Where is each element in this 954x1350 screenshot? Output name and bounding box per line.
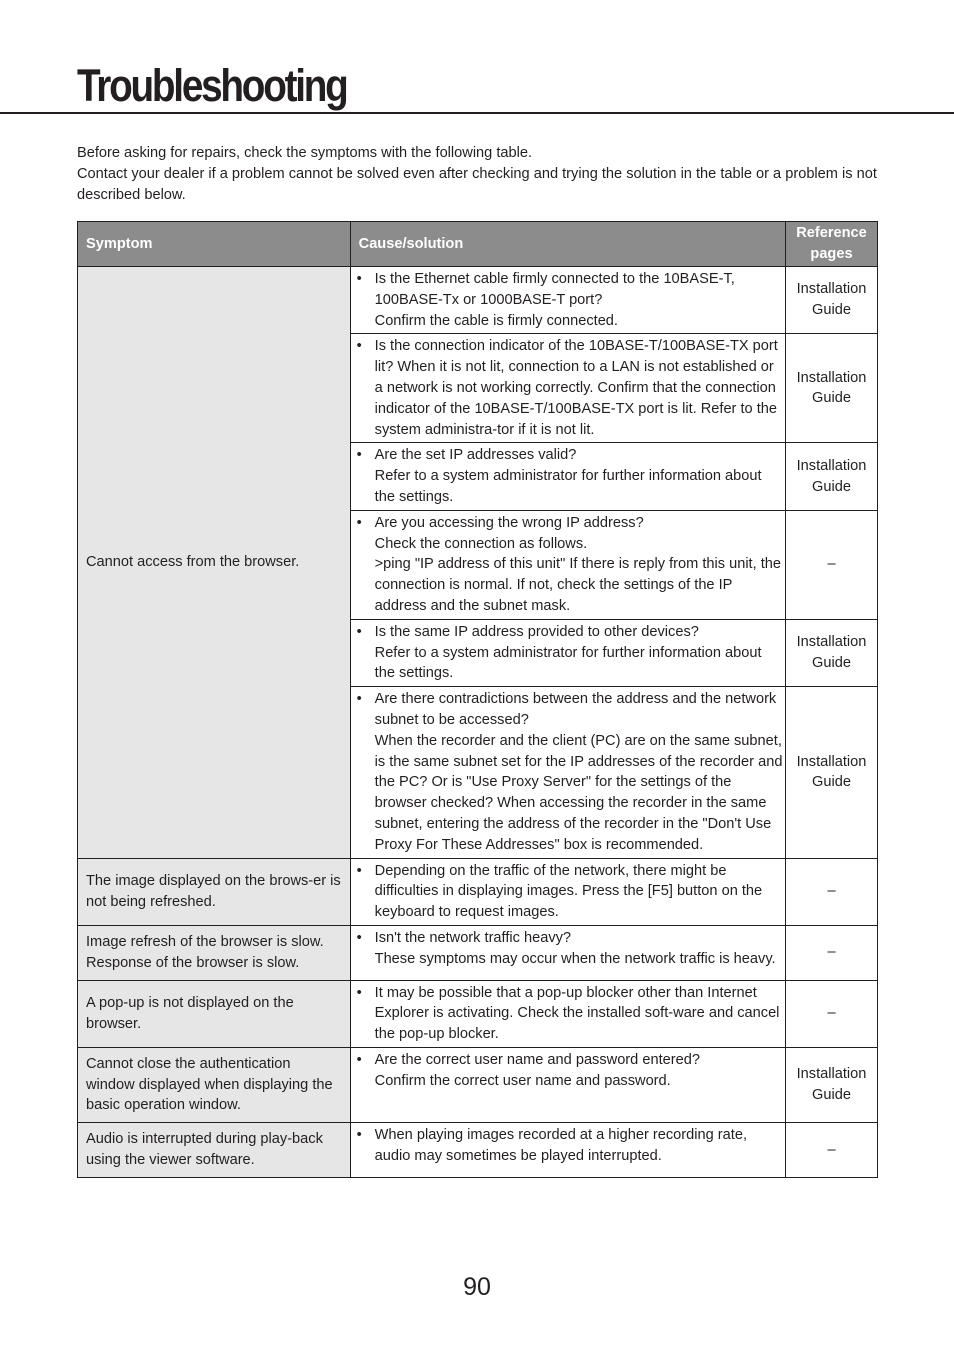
title-underline	[0, 112, 954, 114]
cause-solution-cell	[350, 925, 785, 980]
cause-line: Is the connection indicator of the 10BASE-T/100BASE-TX port lit? When it is not lit, connection to a LAN is not established or a network is not working correctly. Confirm that the connection indicator of the 10BASE-T/100BASE-TX port is lit. Refer to the system administra-tor if it is not lit.	[374, 338, 778, 438]
cause-line: Are the correct user name and password entered?	[374, 1051, 700, 1068]
bullet-icon: •	[356, 271, 362, 287]
reference-line: Installation	[796, 369, 867, 386]
cause-bullet-item	[357, 689, 783, 855]
intro-text	[77, 143, 877, 205]
table-row	[78, 267, 878, 334]
reference-line: Installation	[796, 1066, 867, 1083]
table-row	[78, 1047, 878, 1122]
cause-line: Confirm the cable is firmly connected.	[374, 312, 618, 329]
bullet-icon: •	[356, 691, 362, 708]
header-reference-line-2: pages	[810, 246, 853, 262]
cause-line: >ping "IP address of this unit" If there is reply from this unit, the connection is normal. If not, check the settings of the IP address and the subnet mask.	[374, 556, 782, 614]
cause-text	[375, 445, 783, 507]
bullet-icon: •	[356, 1127, 362, 1144]
reference-pages-cell	[786, 1047, 878, 1122]
reference-line: –	[827, 1141, 836, 1158]
page-number: 90	[463, 1273, 491, 1301]
bullet-icon: •	[356, 1051, 362, 1068]
cause-line: It may be possible that a pop-up blocker other than Internet Explorer is activating. Check the installed soft-ware and cancel the pop-up blocker.	[374, 984, 780, 1043]
reference-line: –	[827, 883, 836, 900]
reference-pages-cell	[786, 443, 878, 510]
cause-bullet-item	[357, 1050, 783, 1092]
reference-line: Guide	[812, 478, 851, 495]
reference-line: Guide	[812, 654, 851, 671]
reference-line: Guide	[812, 390, 851, 407]
cause-solution-cell	[350, 334, 785, 443]
header-reference-line-1: Reference	[796, 225, 867, 242]
cause-line: Are there contradictions between the address and the network subnet to be accessed?	[374, 691, 777, 728]
reference-line: –	[827, 1005, 836, 1022]
cause-line: When the recorder and the client (PC) are on the same subnet, is the same subnet set for the IP addresses of the recorder and the PC? Or is "Use Proxy Server" for the settings of the browser checked? When accessing the recorder in the same subnet, entering the address of the recorder in the "Don't Use Proxy For These Addresses" box is recommended.	[374, 732, 783, 853]
cause-bullet-item	[357, 336, 783, 440]
bullet-icon: •	[356, 984, 362, 1001]
cause-solution-cell	[350, 267, 785, 334]
bullet-icon: •	[356, 623, 362, 640]
table-row	[78, 858, 878, 925]
reference-pages-cell	[786, 510, 878, 619]
cause-solution-cell	[350, 443, 785, 510]
symptom-line: Response of the browser is slow.	[86, 954, 300, 971]
page-title: Troubleshooting	[77, 60, 347, 111]
table-body	[78, 267, 878, 1178]
cause-solution-cell	[350, 619, 785, 686]
cause-solution-cell	[350, 687, 785, 858]
header-cause-solution: Cause/solution	[350, 222, 785, 267]
reference-pages-cell	[786, 267, 878, 334]
cause-line: When playing images recorded at a higher recording rate, audio may sometimes be played interrupted.	[374, 1127, 748, 1165]
reference-pages-cell	[786, 687, 878, 858]
cause-bullet-item	[357, 513, 783, 617]
bullet-icon: •	[356, 514, 362, 531]
cause-line: Confirm the correct user name and password.	[374, 1072, 671, 1089]
cause-line: Refer to a system administrator for further information about the settings.	[374, 644, 762, 682]
cause-bullet-item	[357, 445, 783, 507]
cause-line: These symptoms may occur when the network traffic is heavy.	[374, 950, 776, 967]
cause-bullet-item	[357, 928, 783, 970]
cause-solution-cell	[350, 1047, 785, 1122]
cause-line: Is the same IP address provided to other devices?	[374, 623, 699, 640]
cause-text	[375, 1125, 783, 1167]
reference-line: Installation	[796, 753, 867, 770]
reference-pages-cell	[786, 925, 878, 980]
bullet-icon: •	[356, 862, 362, 879]
cause-solution-cell	[350, 1123, 785, 1178]
table-row	[78, 1123, 878, 1178]
reference-line: –	[827, 556, 836, 573]
reference-pages-cell	[786, 619, 878, 686]
cause-line: Depending on the traffic of the network, there might be difficulties in displaying images. Press the [F5] button on the keyboard to request images.	[374, 862, 763, 921]
cause-line: Isn't the network traffic heavy?	[374, 929, 572, 946]
cause-line: Are the set IP addresses valid?	[374, 447, 577, 464]
cause-text	[375, 983, 783, 1045]
cause-bullet-item	[357, 1125, 783, 1167]
cause-text	[375, 861, 783, 923]
reference-line: Installation	[796, 281, 867, 298]
symptom-cell: Cannot close the authentication window displayed when displaying the basic operation window.	[78, 1047, 351, 1122]
cause-bullet-item	[357, 622, 783, 684]
reference-pages-cell	[786, 980, 878, 1047]
bullet-icon: •	[356, 447, 362, 464]
symptom-cell: Cannot access from the browser.	[78, 267, 351, 859]
symptom-line: Image refresh of the browser is slow.	[86, 933, 324, 950]
cause-bullet-item	[357, 861, 783, 923]
table-row	[78, 980, 878, 1047]
header-symptom: Symptom	[78, 222, 351, 267]
reference-line: Installation	[796, 457, 867, 474]
cause-solution-cell	[350, 858, 785, 925]
reference-pages-cell	[786, 1123, 878, 1178]
table-row	[78, 925, 878, 980]
reference-line: Guide	[812, 1087, 851, 1104]
troubleshooting-table	[77, 221, 878, 1178]
reference-pages-cell	[786, 858, 878, 925]
intro-line-1: Before asking for repairs, check the symptoms with the following table.	[77, 145, 533, 161]
bullet-icon: •	[356, 338, 362, 355]
cause-line: Is the Ethernet cable firmly connected to the 10BASE-T, 100BASE-Tx or 1000BASE-T port?	[374, 271, 735, 308]
cause-line: Check the connection as follows.	[374, 535, 588, 552]
reference-pages-cell	[786, 334, 878, 443]
reference-line: Installation	[796, 634, 867, 651]
reference-line: –	[827, 944, 836, 961]
cause-text	[375, 513, 783, 617]
cause-text	[375, 336, 783, 440]
cause-line: Refer to a system administrator for further information about the settings.	[374, 468, 762, 505]
cause-text	[375, 928, 783, 970]
cause-solution-cell	[350, 980, 785, 1047]
bullet-icon: •	[356, 929, 362, 946]
header-reference-pages	[786, 222, 878, 267]
cause-solution-cell	[350, 510, 785, 619]
cause-text	[375, 689, 783, 855]
reference-line: Guide	[812, 302, 851, 319]
symptom-cell: A pop-up is not displayed on the browser.	[78, 980, 351, 1047]
symptom-cell	[78, 925, 351, 980]
cause-line: Are you accessing the wrong IP address?	[374, 514, 644, 531]
reference-line: Guide	[812, 774, 851, 791]
cause-bullet-item	[357, 269, 783, 331]
cause-text	[375, 1050, 783, 1092]
cause-text	[375, 269, 783, 331]
cause-bullet-item	[357, 983, 783, 1045]
cause-text	[375, 622, 783, 684]
table-header-row	[78, 222, 878, 267]
symptom-cell: The image displayed on the brows-er is not being refreshed.	[78, 858, 351, 925]
symptom-cell: Audio is interrupted during play-back using the viewer software.	[78, 1123, 351, 1178]
intro-line-2: Contact your dealer if a problem cannot be solved even after checking and trying the solution in the table or a problem is not described below.	[77, 165, 877, 203]
